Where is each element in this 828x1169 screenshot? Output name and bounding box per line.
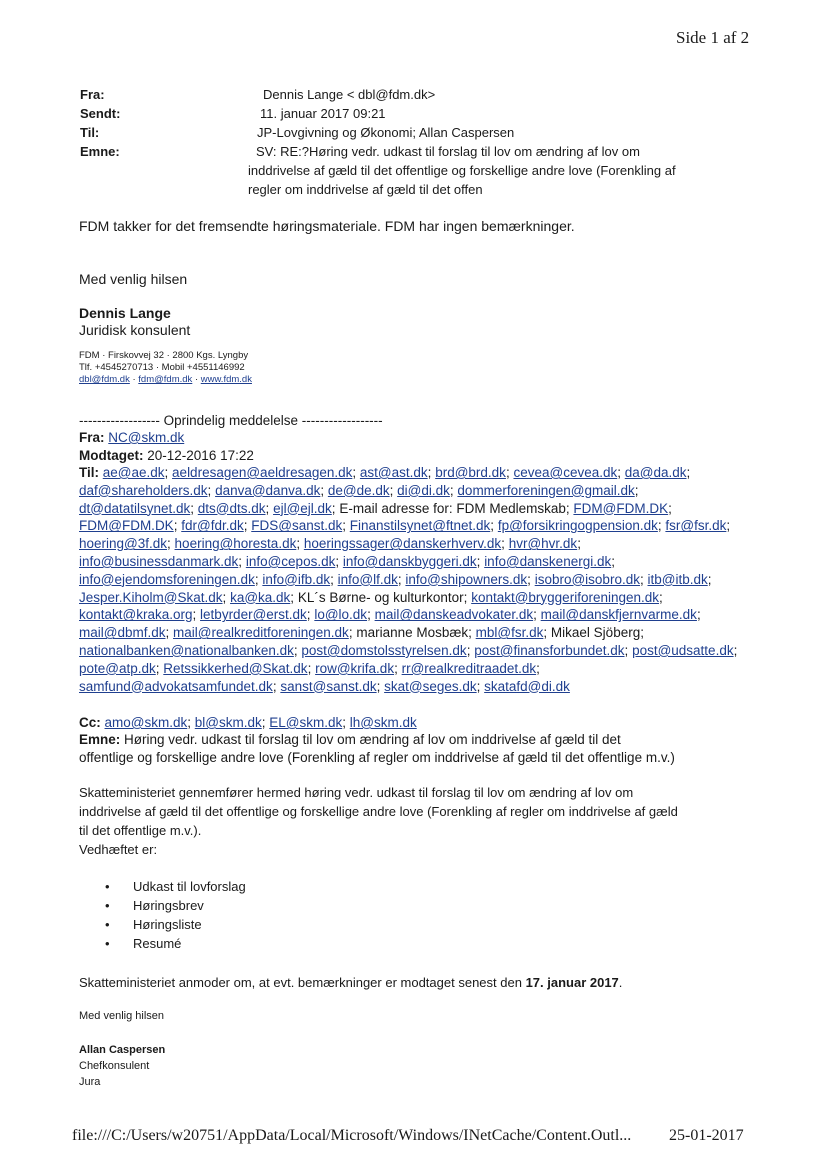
recipient-link[interactable]: fdr@fdr.dk <box>181 518 244 534</box>
recipient-name: E-mail adresse for: FDM Medlemskab <box>339 500 566 516</box>
recipient-link[interactable]: mail@danskeadvokater.dk <box>374 607 534 623</box>
deadline-date: 17. januar 2017 <box>525 975 619 990</box>
original-cc: Cc: amo@skm.dk; bl@skm.dk; EL@skm.dk; lh@skm.dk <box>79 715 417 730</box>
recipient-link[interactable]: info@shipowners.dk <box>405 571 528 587</box>
cc-link[interactable]: bl@skm.dk <box>194 715 262 730</box>
sender-name: Dennis Lange <box>79 305 171 321</box>
subject-line: SV: RE:?Høring vedr. udkast til forslag til lov om ændring af lov om <box>256 144 640 159</box>
signature-web-link[interactable]: www.fdm.dk <box>200 374 252 385</box>
body-line: inddrivelse af gæld til det offentlige og forskellige andre love (Forenkling af regler om inddrivelse af gæld <box>79 804 678 819</box>
recipient-link[interactable]: ka@ka.dk <box>230 589 291 605</box>
recipient-link[interactable]: samfund@advokatsamfundet.dk <box>79 678 273 694</box>
original-to-label: Til: <box>79 465 99 480</box>
signer-title: Chefkonsulent <box>79 1060 150 1072</box>
original-divider: ------------------ Oprindelig meddelelse ------------------ <box>79 413 383 428</box>
body-line: Skatteministeriet gennemfører hermed høring vedr. udkast til forslag til lov om ændring af lov om <box>79 785 634 800</box>
attachment-item: Høringsliste <box>133 917 202 932</box>
recipient-link[interactable]: de@de.dk <box>327 482 390 498</box>
original-subject-line: offentlige og forskellige andre love (Forenkling af regler om inddrivelse af gæld til det offentlige m.v.) <box>79 750 675 765</box>
deadline-text: Skatteministeriet anmoder om, at evt. bemærkninger er modtaget senest den <box>79 975 526 990</box>
to-value: JP-Lovgivning og Økonomi; Allan Caspersen <box>257 125 515 140</box>
recipient-link[interactable]: hoering@horesta.dk <box>174 536 297 552</box>
recipient-link[interactable]: Finanstilsynet@ftnet.dk <box>349 518 491 534</box>
to-label: Til: <box>80 125 100 140</box>
reply-body: FDM takker for det fremsendte høringsmateriale. FDM har ingen bemærkninger. <box>79 218 575 234</box>
recipient-link[interactable]: fsr@fsr.dk <box>665 518 727 534</box>
recipient-list: Til: ae@ae.dk; aeldresagen@aeldresagen.dk; ast@ast.dk; brd@brd.dk; cevea@cevea.dk; da@da.dk; daf@shareholders.dk; danva@danva.dk; de@de.dk; di@di.dk; dommerforeningen@gmail.dk; dt@datatilsynet.dk; dts@dts.dk; ejl@ejl.dk; E-mail adresse for: FDM Medlemskab; FDM@FDM.DK; FDM@FDM.DK; fdr@fdr.dk; FDS@sanst.dk; Finanstilsynet@ftnet.dk; fp@forsikringogpension.dk; fsr@fsr.dk; hoering@3f.dk; hoering@horesta.dk; hoeringssager@danskerhverv.dk; hvr@hvr.dk; info@businessdanmark.dk; info@cepos.dk; info@danskbyggeri.dk; info@danskenergi.dk; info@ejendomsforeningen.dk; info@ifb.dk; info@lf.dk; info@shipowners.dk; isobro@isobro.dk; itb@itb.dk; Jesper.Kiholm@Skat.dk; ka@ka.dk; KL´s Børne- og kulturkontor; kontakt@bryggeriforeningen.dk; kontakt@kraka.org; letbyrder@erst.dk; lo@lo.dk; mail@danskeadvokater.dk; mail@danskfjernvarme.dk; mail@dbmf.dk; mail@realkreditforeningen.dk; marianne Mosbæk; mbl@fsr.dk; Mikael Sjöberg; nationalbanken@nationalbanken.dk; post@domstolsstyrelsen.dk; post@finansforbundet.dk; post@udsatte.dk; pote@atp.dk; Retssikkerhed@Skat.dk; row@krifa.dk; rr@realkreditraadet.dk; samfund@advokatsamfundet.dk; sanst@sanst.dk; skat@seges.dk; skatafd@di.dk <box>79 465 738 694</box>
recipient-link[interactable]: info@ifb.dk <box>262 571 331 587</box>
recipient-link[interactable]: dts@dts.dk <box>197 500 266 516</box>
from-value: Dennis Lange < dbl@fdm.dk> <box>263 87 436 102</box>
footer-path: file:///C:/Users/w20751/AppData/Local/Microsoft/Windows/INetCache/Content.Outl... <box>72 1127 632 1144</box>
recipient-link[interactable]: fp@forsikringogpension.dk <box>497 518 658 534</box>
recipient-link[interactable]: ejl@ejl.dk <box>273 500 332 516</box>
recipient-link[interactable]: post@finansforbundet.dk <box>474 642 625 658</box>
subject-label: Emne: <box>80 144 120 159</box>
recipient-link[interactable]: row@krifa.dk <box>315 660 395 676</box>
recipient-link[interactable]: skatafd@di.dk <box>484 678 570 694</box>
recipient-link[interactable]: hvr@hvr.dk <box>508 536 578 552</box>
recipient-link[interactable]: mail@danskfjernvarme.dk <box>540 607 697 623</box>
recipient-link[interactable]: info@danskbyggeri.dk <box>342 553 477 569</box>
recipient-link[interactable]: nationalbanken@nationalbanken.dk <box>79 642 294 658</box>
recipient-link[interactable]: info@danskenergi.dk <box>484 553 612 569</box>
attachment-item: Høringsbrev <box>133 898 204 913</box>
recipient-link[interactable]: Jesper.Kiholm@Skat.dk <box>79 589 223 605</box>
recipient-link[interactable]: aeldresagen@aeldresagen.dk <box>172 465 353 480</box>
recipient-link[interactable]: post@udsatte.dk <box>632 642 734 658</box>
subject-line: inddrivelse af gæld til det offentlige og forskellige andre love (Forenkling af <box>248 163 676 178</box>
recipient-link[interactable]: rr@realkreditraadet.dk <box>401 660 537 676</box>
recipient-link[interactable]: FDM@FDM.DK <box>79 518 174 534</box>
body-line: til det offentlige m.v.). <box>79 823 202 838</box>
cc-link[interactable]: EL@skm.dk <box>269 715 343 730</box>
attachment-item: Resumé <box>133 936 182 951</box>
original-received <box>79 447 254 465</box>
page-number: Side 1 af 2 <box>676 28 750 47</box>
recipient-link[interactable]: lo@lo.dk <box>314 607 368 623</box>
original-subject-label: Emne: <box>79 732 121 747</box>
attachment-item: Udkast til lovforslag <box>133 879 246 894</box>
recipient-link[interactable]: itb@itb.dk <box>647 571 708 587</box>
sent-value: 11. januar 2017 09:21 <box>260 106 386 121</box>
recipient-link[interactable]: dt@datatilsynet.dk <box>79 500 191 516</box>
original-from-label: Fra: <box>79 430 105 445</box>
recipient-link[interactable]: post@domstolsstyrelsen.dk <box>301 642 467 658</box>
original-subject-line: Høring vedr. udkast til forslag til lov om ændring af lov om inddrivelse af gæld til det <box>124 732 621 747</box>
recipient-link[interactable]: kontakt@kraka.org <box>79 607 193 623</box>
signer-name: Allan Caspersen <box>79 1044 166 1056</box>
recipient-link[interactable]: di@di.dk <box>397 482 450 498</box>
signature-email-link[interactable]: dbl@fdm.dk <box>79 374 130 385</box>
deadline-end: . <box>618 975 623 990</box>
subject-line: regler om inddrivelse af gæld til det offen <box>248 182 483 197</box>
recipient-link[interactable]: ae@ae.dk <box>102 465 165 480</box>
original-subject <box>79 731 621 749</box>
recipient-link[interactable]: info@lf.dk <box>337 571 398 587</box>
recipient-link[interactable]: mbl@fsr.dk <box>475 625 544 641</box>
recipient-link[interactable]: info@businessdanmark.dk <box>79 553 239 569</box>
recipient-link[interactable]: FDS@sanst.dk <box>251 518 343 534</box>
recipient-link[interactable]: Retssikkerhed@Skat.dk <box>163 660 308 676</box>
recipient-link[interactable]: ast@ast.dk <box>359 465 428 480</box>
recipient-link[interactable]: daf@shareholders.dk <box>79 482 208 498</box>
recipient-link[interactable]: mail@dbmf.dk <box>79 625 166 641</box>
reply-greeting: Med venlig hilsen <box>79 271 188 287</box>
original-received-value: 20-12-2016 17:22 <box>147 448 254 463</box>
recipient-link[interactable]: hoeringssager@danskerhverv.dk <box>303 536 502 552</box>
original-received-label: Modtaget: <box>79 448 144 463</box>
recipient-link[interactable]: info@cepos.dk <box>245 553 336 569</box>
cc-link[interactable]: amo@skm.dk <box>104 715 188 730</box>
recipient-name: Mikael Sjöberg <box>550 625 641 641</box>
bullet-icon: • <box>105 879 110 894</box>
original-cc-label: Cc: <box>79 715 101 730</box>
recipient-link[interactable]: dommerforeningen@gmail.dk <box>457 482 635 498</box>
recipient-link[interactable]: letbyrder@erst.dk <box>200 607 307 623</box>
recipient-link[interactable]: danva@danva.dk <box>215 482 321 498</box>
recipient-link[interactable]: pote@atp.dk <box>79 660 156 676</box>
signature-phone: Tlf. +4545270713 · Mobil +4551146992 <box>79 362 245 373</box>
recipient-link[interactable]: FDM@FDM.DK <box>573 500 669 516</box>
bullet-icon: • <box>105 936 110 951</box>
recipient-link[interactable]: kontakt@bryggeriforeningen.dk <box>471 589 660 605</box>
recipient-link[interactable]: skat@seges.dk <box>384 678 477 694</box>
sent-label: Sendt: <box>80 106 121 121</box>
recipient-link[interactable]: brd@brd.dk <box>435 465 506 480</box>
sender-title: Juridisk konsulent <box>79 322 191 338</box>
deadline-line <box>79 975 622 990</box>
recipient-link[interactable]: hoering@3f.dk <box>79 536 168 552</box>
recipient-link[interactable]: sanst@sanst.dk <box>280 678 377 694</box>
footer-date: 25-01-2017 <box>669 1127 744 1144</box>
original-from-link[interactable]: NC@skm.dk <box>108 430 185 445</box>
recipient-link[interactable]: mail@realkreditforeningen.dk <box>173 625 349 641</box>
from-label: Fra: <box>80 87 105 102</box>
signer-dept: Jura <box>79 1076 101 1088</box>
bullet-icon: • <box>105 917 110 932</box>
recipient-link[interactable]: cevea@cevea.dk <box>513 465 618 480</box>
cc-link[interactable]: lh@skm.dk <box>349 715 417 730</box>
recipient-link[interactable]: info@ejendomsforeningen.dk <box>79 571 255 587</box>
bullet-icon: • <box>105 898 110 913</box>
recipient-link[interactable]: isobro@isobro.dk <box>534 571 640 587</box>
signature-address: FDM · Firskovvej 32 · 2800 Kgs. Lyngby <box>79 350 249 361</box>
recipient-link[interactable]: da@da.dk <box>624 465 687 480</box>
recipient-name: KL´s Børne- og kulturkontor <box>297 589 464 605</box>
closing: Med venlig hilsen <box>79 1010 164 1022</box>
signature-links: dbl@fdm.dk · fdm@fdm.dk · www.fdm.dk <box>79 374 252 385</box>
signature-email-link-2[interactable]: fdm@fdm.dk <box>138 374 193 385</box>
original-from <box>79 429 184 447</box>
recipient-name: marianne Mosbæk <box>356 625 469 641</box>
body-line: Vedhæftet er: <box>79 842 158 857</box>
